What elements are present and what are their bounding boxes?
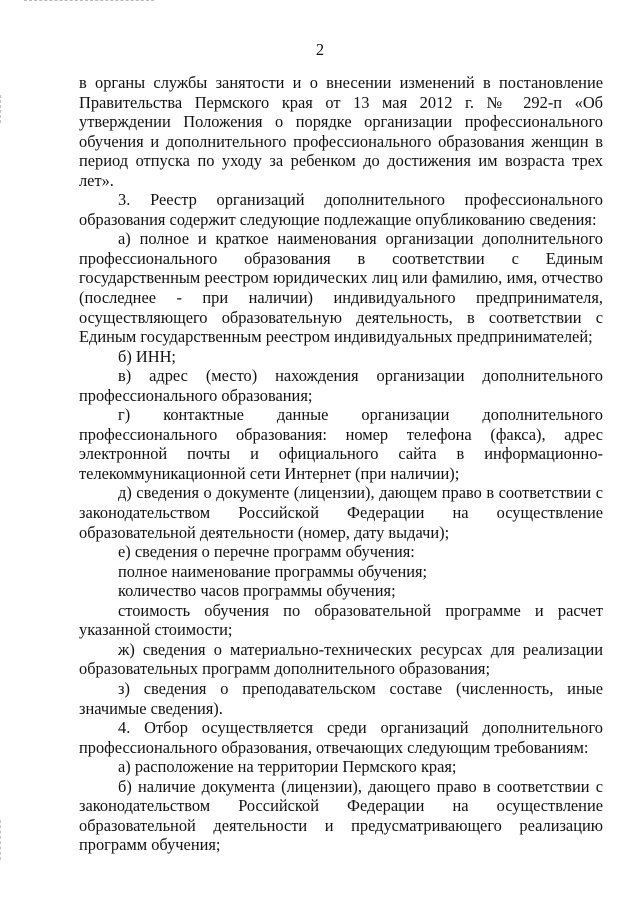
paragraph-item-3d: д) сведения о документе (лицензии), дающем право в соответствии с законодательством Российской Федерации на осуществление образовательной деятельности (номер, дату выдачи); bbox=[79, 483, 603, 542]
paragraph-item-3z: з) сведения о преподавательском составе (численность, иные значимые сведения). bbox=[79, 678, 603, 718]
paragraph-item-3a: а) полное и краткое наименования организации дополнительного профессионального образования в соответствии с Единым государственным реестром юридических лиц или фамилию, имя, отчество (последнее - при наличии) индивидуального предпринимателя, осуществляющего образовательную деятельность, в соответствии с Единым государственным реестром индивидуальных предпринимателей; bbox=[79, 229, 603, 347]
paragraph-item-3e: е) сведения о перечне программ обучения: bbox=[118, 542, 415, 562]
paragraph-item-3b: б) ИНН; bbox=[118, 346, 176, 366]
paragraph-item-3zh: ж) сведения о материально-технических ресурсах для реализации образовательных программ дополнительного образования; bbox=[79, 639, 603, 679]
page-number: 2 bbox=[315, 40, 325, 59]
paragraph-item-3v: в) адрес (место) нахождения организации дополнительного профессионального образования; bbox=[79, 366, 603, 405]
paragraph-subitem-program-name: полное наименование программы обучения; bbox=[118, 561, 428, 581]
paragraph-item-3: 3. Реестр организаций дополнительного профессионального образования содержит следующие подлежащие опубликованию сведения: bbox=[79, 190, 603, 229]
scan-margin-mark bbox=[0, 95, 4, 123]
scan-margin-mark bbox=[0, 820, 4, 860]
document-body bbox=[79, 73, 603, 855]
paragraph-item-3g: г) контактные данные организации дополнительного профессионального образования: номер телефона (факса), адрес электронной почты и официального сайта в информационно-телекоммуникационной сети Интернет (при наличии); bbox=[79, 405, 603, 483]
paragraph-item-4: 4. Отбор осуществляется среди организаций дополнительного профессионального образования, отвечающих следующим требованиям: bbox=[79, 718, 603, 757]
paragraph-subitem-program-cost: стоимость обучения по образовательной программе и расчет указанной стоимости; bbox=[79, 600, 603, 640]
paragraph-item-4a: а) расположение на территории Пермского края; bbox=[118, 757, 457, 777]
paragraph-subitem-program-hours: количество часов программы обучения; bbox=[118, 581, 396, 601]
scan-edge-marks bbox=[24, 0, 154, 4]
paragraph-continuation: в органы службы занятости и о внесении изменений в постановление Правительства Пермского края от 13 мая 2012 г. № 292-п «Об утверждении Положения о порядке организации профессионального обучения и дополнительного профессионального образования женщин в период отпуска по уходу за ребенком до достижения им возраста трех лет». bbox=[79, 73, 603, 190]
paragraph-item-4b: б) наличие документа (лицензии), дающего право в соответствии с законодательством Российской Федерации на осуществление образовательной деятельности и предусматривающего реализацию программ обучения; bbox=[79, 776, 603, 855]
